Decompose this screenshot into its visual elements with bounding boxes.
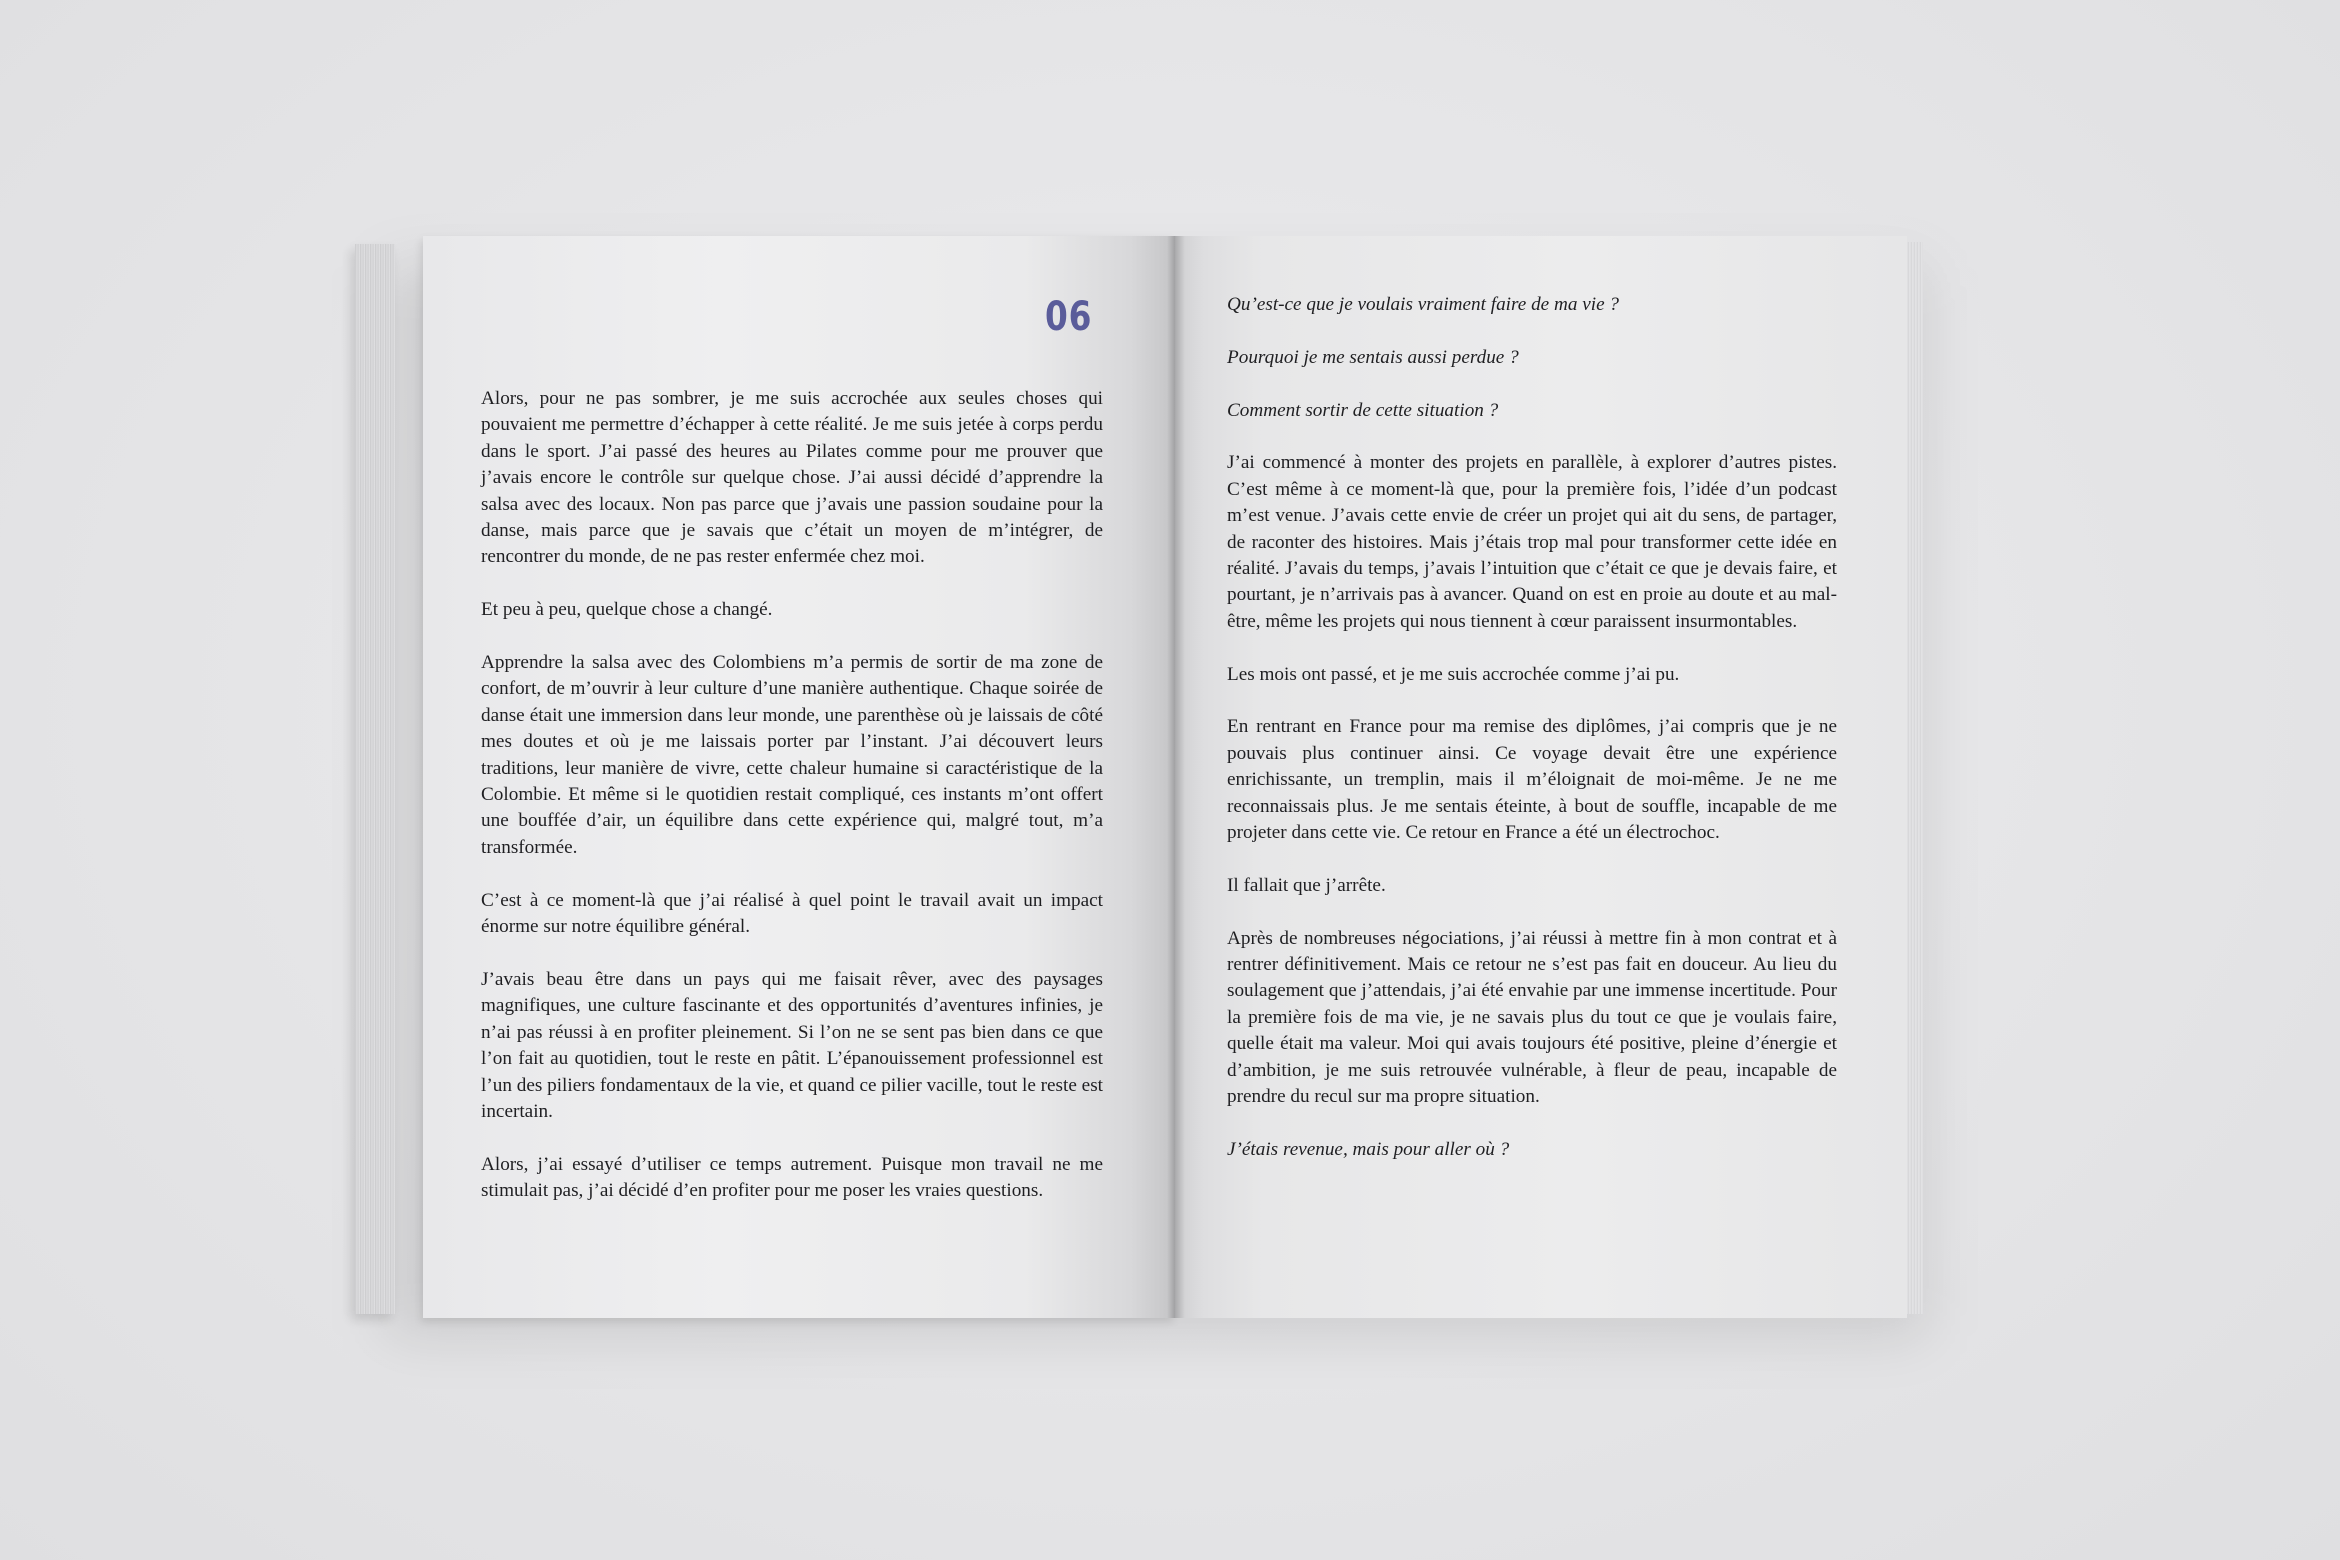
- paragraph: En rentrant en France pour ma remise des diplômes, j’ai compris que je ne pouvais plus continuer ainsi. Ce voyage devait être une expérience enrichissante, un tremplin, mais il m’éloignait de moi-même. Je ne me reconnaissais plus. Je me sentais éteinte, à bout de souffle, incapable de me projeter dans cette vie. Ce retour en France a été un électrochoc.: [1227, 716, 1837, 844]
- paragraph: C’est à ce moment-là que j’ai réalisé à quel point le travail avait un impact énorme sur notre équilibre général.: [481, 889, 1103, 938]
- question-paragraph: J’étais revenue, mais pour aller où ?: [1227, 1138, 1510, 1160]
- paragraph: Et peu à peu, quelque chose a changé.: [481, 599, 773, 621]
- paragraph: Alors, j’ai essayé d’utiliser ce temps autrement. Puisque mon travail ne me stimulait pas, j’ai décidé d’en profiter pour me poser les vraies questions.: [481, 1153, 1103, 1202]
- paragraph: Après de nombreuses négociations, j’ai réussi à mettre fin à mon contrat et à rentrer définitivement. Mais ce retour ne s’est pas fait en douceur. Au lieu du soulagement que j’attendais, j’ai été envahie par une immense incertitude. Pour la première fois de ma vie, je ne savais plus du tout ce que je voulais faire, quelle était ma valeur. Moi qui avais toujours été positive, pleine d’énergie et d’ambition, je me suis retrouvée vulnérable, à fleur de peau, incapable de prendre du recul sur ma propre situation.: [1227, 927, 1837, 1108]
- paragraph: J’avais beau être dans un pays qui me faisait rêver, avec des paysages magnifiques, une culture fascinante et des opportunités d’aventures infinies, je n’ai pas réussi à en profiter pleinement. Si l’on ne se sent pas bien dans ce que l’on fait au quotidien, tout le reste en pâtit. L’épanouissement professionnel est l’un des piliers fondamentaux de la vie, et quand ce pilier vacille, tout le reste est incertain.: [481, 968, 1103, 1122]
- paragraph: Il fallait que j’arrête.: [1227, 874, 1386, 896]
- page-stack-right: [1905, 242, 1923, 1314]
- question-paragraph: Qu’est-ce que je voulais vraiment faire de ma vie ?: [1227, 294, 1619, 315]
- right-page-text: [1227, 292, 1837, 1190]
- open-book: [355, 236, 1923, 1318]
- question-paragraph: Pourquoi je me sentais aussi perdue ?: [1227, 346, 1519, 368]
- left-page: [423, 236, 1175, 1318]
- page-stack-left: [355, 244, 395, 1314]
- question-paragraph: Comment sortir de cette situation ?: [1227, 399, 1499, 421]
- left-page-text: [481, 386, 1103, 1231]
- book-spine: [1167, 236, 1185, 1318]
- paragraph: Alors, pour ne pas sombrer, je me suis accrochée aux seules choses qui pouvaient me permettre d’échapper à cette réalité. Je me suis jetée à corps perdu dans le sport. J’ai passé des heures au Pilates comme pour me prouver que j’avais encore le contrôle sur quelque chose. J’ai aussi décidé d’apprendre la salsa avec des locaux. Non pas parce que j’avais une passion soudaine pour la danse, mais parce que je savais que c’était un moyen de m’intégrer, de rencontrer du monde, de ne pas rester enfermée chez moi.: [481, 388, 1103, 568]
- page-number: 06: [1045, 294, 1093, 340]
- right-page: [1175, 236, 1907, 1318]
- paragraph: Apprendre la salsa avec des Colombiens m’a permis de sortir de ma zone de confort, de m’ouvrir à leur culture d’une manière authentique. Chaque soirée de danse était une immersion dans leur monde, une parenthèse où je laissais de côté mes doutes et où je me laissais porter par l’instant. J’ai découvert leurs traditions, leur manière de vivre, cette chaleur humaine si caractéristique de la Colombie. Et même si le quotidien restait compliqué, ces instants m’ont offert une bouffée d’air, un équilibre dans cette expérience qui, malgré tout, m’a transformée.: [481, 652, 1103, 858]
- paragraph: Les mois ont passé, et je me suis accrochée comme j’ai pu.: [1227, 663, 1680, 685]
- paragraph: J’ai commencé à monter des projets en parallèle, à explorer d’autres pistes. C’est même à ce moment-là que, pour la première fois, l’idée d’un podcast m’est venue. J’avais cette envie de créer un projet qui ait du sens, de partager, de raconter des histoires. Mais j’étais trop mal pour transformer cette idée en réalité. J’avais du temps, j’avais l’intuition que c’était ce que je devais faire, et pourtant, je n’arrivais pas à avancer. Quand on est en proie au doute et au mal-être, même les projets qui nous tiennent à cœur paraissent insurmontables.: [1227, 452, 1837, 632]
